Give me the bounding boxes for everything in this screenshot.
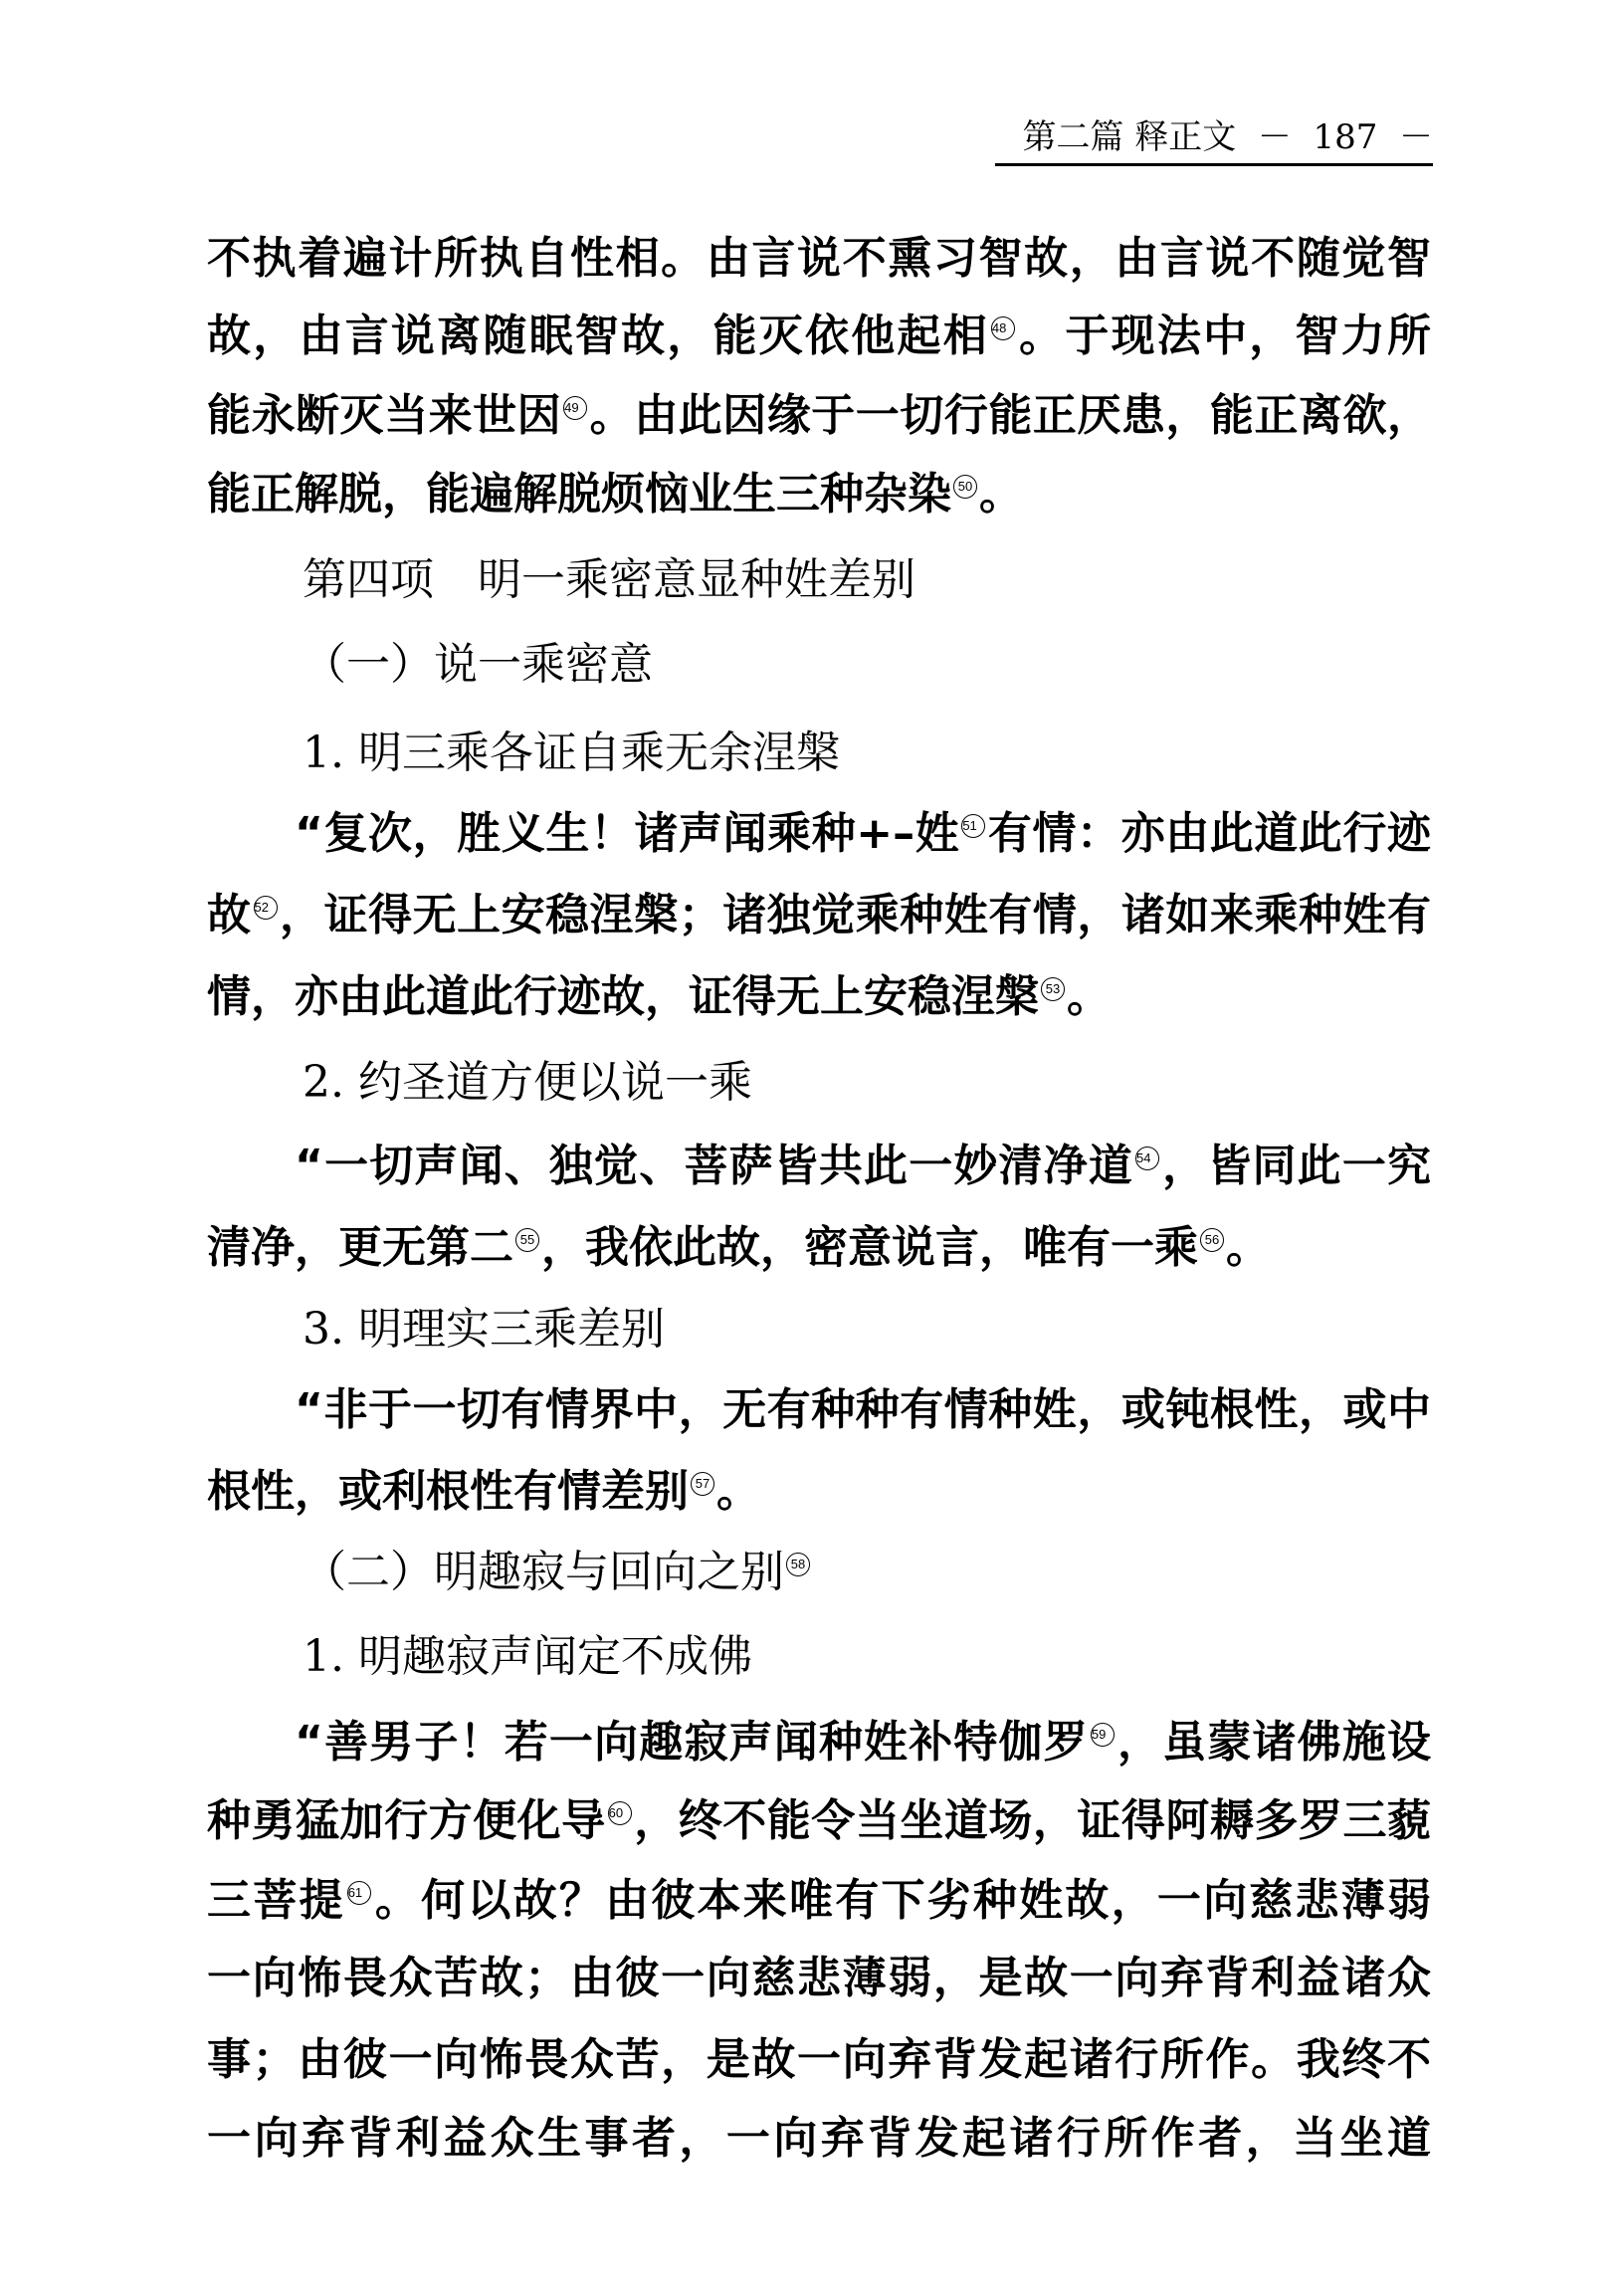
text-run: 1. 明趣寂声闻定不成佛 — [303, 1631, 752, 1682]
text-run: 2. 约圣道方便以说一乘 — [303, 1057, 752, 1108]
text-run: 能永断灭当来世因 — [207, 390, 562, 441]
footnote-marker: 58 — [786, 1553, 810, 1576]
text-run: 3. 明理实三乘差别 — [303, 1304, 665, 1355]
text-line — [295, 806, 1431, 862]
text-line — [207, 1873, 1431, 1929]
text-run: “非于一切有情界中，无有种种有情种姓，或钝根性，或中 — [295, 1384, 1431, 1435]
text-line — [207, 1793, 1431, 1849]
footnote-marker: 52 — [254, 896, 278, 920]
text-line — [207, 1464, 1431, 1520]
text-line — [207, 309, 1431, 364]
footnote-marker: 51 — [961, 814, 985, 838]
section-heading — [303, 1302, 1397, 1357]
text-run: 三菩提 — [207, 1875, 345, 1926]
text-run: “复次，胜义生！诸声闻乘种+–姓 — [295, 808, 960, 859]
footnote-marker: 50 — [953, 475, 977, 499]
text-run: 种勇猛加行方便化导 — [207, 1795, 606, 1846]
footnote-marker: 55 — [515, 1228, 539, 1252]
text-run: 。由此因缘于一切行能正厌患，能正离欲， — [589, 390, 1431, 441]
text-run: 情，亦由此道此行迹故，证得无上安稳涅槃 — [207, 971, 1039, 1022]
footnote-marker: 49 — [563, 396, 587, 420]
text-run: 有情：亦由此道此行迹 — [987, 808, 1431, 859]
text-line — [295, 1139, 1431, 1194]
text-line — [207, 1220, 1431, 1276]
text-run: 事；由彼一向怖畏众苦，是故一向弃背发起诸行所作。我终不 — [207, 2034, 1431, 2085]
text-run: （一）说一乘密意 — [303, 639, 653, 690]
text-line — [207, 2111, 1431, 2167]
text-run: 故，由言说离随眠智故，能灭依他起相 — [207, 311, 989, 361]
text-line — [207, 467, 1431, 522]
section-heading — [303, 637, 1397, 693]
text-run: 一向怖畏众苦故；由彼一向慈悲薄弱，是故一向弃背利益诸众 — [207, 1953, 1431, 2003]
footnote-marker: 54 — [1135, 1147, 1159, 1170]
text-run: “一切声闻、独觉、菩萨皆共此一妙清净道 — [295, 1141, 1134, 1191]
section-heading — [303, 552, 1397, 608]
footnote-marker: 59 — [1091, 1723, 1115, 1747]
text-run: 。于现法中，智力所 — [1016, 311, 1431, 361]
text-run: 一向弃背利益众生事者，一向弃背发起诸行所作者，当坐道 — [207, 2113, 1431, 2164]
section-heading — [303, 1545, 1397, 1600]
footnote-marker: 60 — [608, 1801, 632, 1825]
text-run: 。何以故？由彼本来唯有下劣种姓故，一向慈悲薄弱 — [372, 1875, 1431, 1926]
footnote-marker: 61 — [347, 1881, 371, 1905]
text-run: 1. 明三乘各证自乘无余涅槃 — [303, 728, 840, 778]
running-header: 第二篇 释正文 － 187 － — [995, 117, 1433, 166]
text-run: 不执着遍计所执自性相。由言说不熏习智故，由言说不随觉智 — [207, 233, 1431, 284]
text-run: 根性，或利根性有情差别 — [207, 1466, 689, 1517]
text-run: 第四项 明一乘密意显种姓差别 — [303, 554, 915, 605]
text-run: 故 — [207, 890, 252, 940]
footnote-marker: 57 — [691, 1472, 714, 1496]
text-line — [295, 1382, 1431, 1438]
text-run: 能正解脱，能遍解脱烦恼业生三种杂染 — [207, 469, 951, 520]
text-run: （二）明趣寂与回向之别 — [303, 1547, 784, 1597]
text-line — [207, 388, 1431, 444]
text-run: ，我依此故，密意说言，唯有一乘 — [541, 1222, 1198, 1273]
footnote-marker: 48 — [991, 316, 1015, 340]
section-heading — [303, 1629, 1397, 1685]
text-run: ，证得无上安稳涅槃；诸独觉乘种姓有情，诸如来乘种姓有 — [279, 890, 1431, 940]
text-run: ，虽蒙诸佛施设 — [1116, 1717, 1431, 1768]
text-run: 。 — [1226, 1222, 1270, 1273]
section-heading — [303, 726, 1397, 781]
text-line — [207, 2032, 1431, 2088]
text-run: “善男子！若一向趣寂声闻种姓补特伽罗 — [295, 1717, 1089, 1768]
text-line — [207, 888, 1431, 943]
text-run: 。 — [716, 1466, 760, 1517]
text-run: ，终不能令当坐道场，证得阿耨多罗三藐 — [633, 1795, 1431, 1846]
text-line — [207, 969, 1431, 1025]
text-run: 。 — [1067, 971, 1111, 1022]
text-run: ，皆同此一究 — [1161, 1141, 1431, 1191]
footnote-marker: 56 — [1200, 1228, 1224, 1252]
footnote-marker: 53 — [1041, 977, 1065, 1001]
section-heading — [303, 1055, 1397, 1111]
text-line — [207, 1951, 1431, 2006]
text-run: 。 — [979, 469, 1023, 520]
text-line — [207, 231, 1431, 287]
text-line — [295, 1715, 1431, 1771]
text-run: 清净，更无第二 — [207, 1222, 513, 1273]
